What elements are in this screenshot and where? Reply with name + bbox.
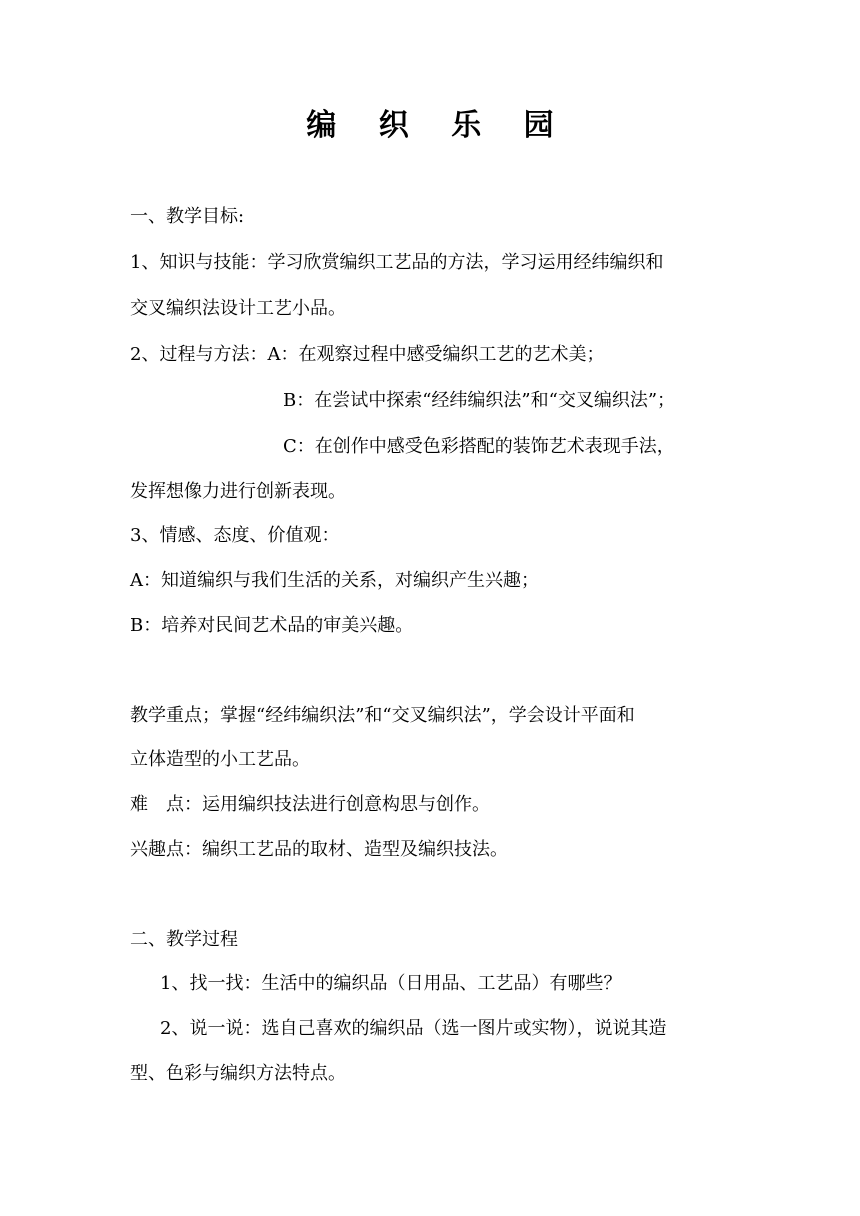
- section-heading-process: 二、教学过程: [130, 929, 238, 950]
- paragraph-line: 难 点：运用编织技法进行创意构思与创作。: [130, 794, 490, 815]
- paragraph-line: B：培养对民间艺术品的审美兴趣。: [130, 615, 414, 636]
- paragraph-line: 型、色彩与编织方法特点。: [130, 1063, 346, 1084]
- document-title: 编 织 乐 园: [306, 108, 570, 143]
- paragraph-line: A：知道编织与我们生活的关系，对编织产生兴趣；: [130, 570, 539, 591]
- section-heading-objectives: 一、教学目标:: [130, 206, 245, 227]
- paragraph-line: 发挥想像力进行创新表现。: [130, 481, 346, 502]
- paragraph-line: 2、过程与方法：A：在观察过程中感受编织工艺的艺术美；: [130, 344, 605, 365]
- paragraph-line: 教学重点；掌握“经纬编织法”和“交叉编织法”，学会设计平面和: [130, 705, 635, 726]
- paragraph-line: 2、说一说：选自己喜欢的编织品（选一图片或实物），说说其造: [160, 1018, 667, 1039]
- paragraph-line: 3、情感、态度、价值观：: [130, 525, 340, 546]
- paragraph-line: C：在创作中感受色彩搭配的装饰艺术表现手法，: [283, 436, 675, 457]
- paragraph-line: B：在尝试中探索“经纬编织法”和“交叉编织法”；: [283, 390, 676, 411]
- paragraph-line: 交叉编织法设计工艺小品。: [130, 298, 346, 319]
- paragraph-line: 兴趣点：编织工艺品的取材、造型及编织技法。: [130, 839, 508, 860]
- paragraph-line: 1、找一找：生活中的编织品（日用品、工艺品）有哪些？: [160, 973, 622, 994]
- paragraph-line: 1、知识与技能：学习欣赏编织工艺品的方法，学习运用经纬编织和: [130, 252, 664, 273]
- paragraph-line: 立体造型的小工艺品。: [130, 749, 310, 770]
